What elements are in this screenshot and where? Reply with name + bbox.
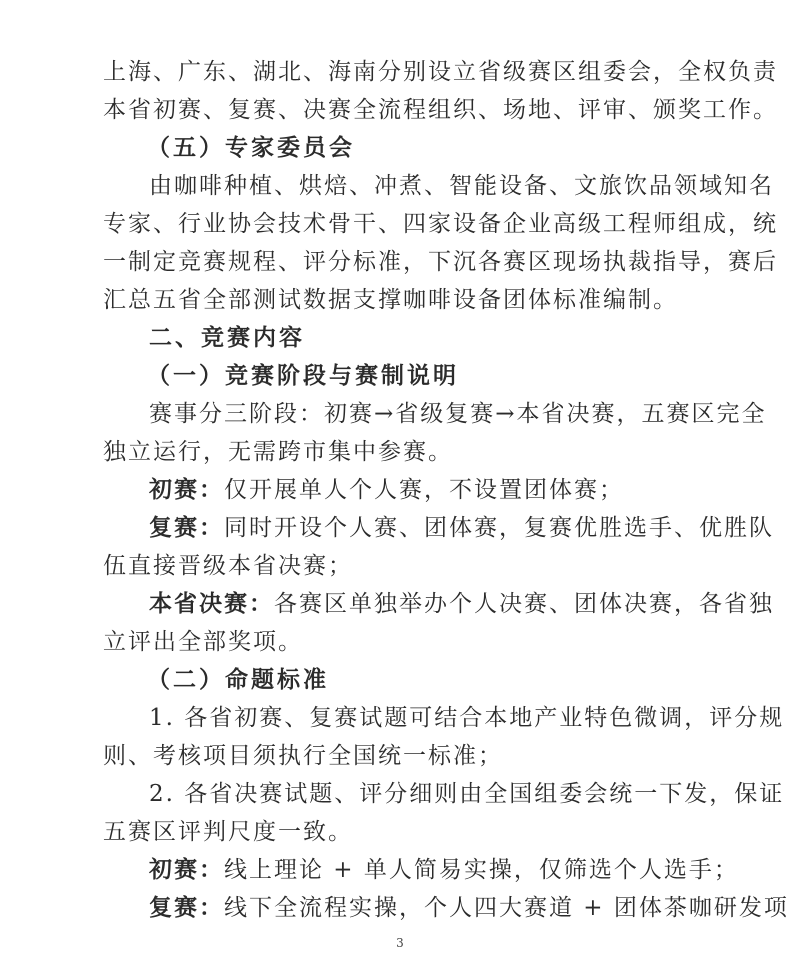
body-line: 独立运行，无需跨市集中参赛。: [103, 439, 453, 465]
body-line: [0, 585, 800, 623]
body-text: 线上理论 + 单人简易实操，仅筛选个人选手；: [224, 857, 739, 883]
body-line: 汇总五省全部测试数据支撑咖啡设备团体标准编制。: [103, 287, 678, 313]
body-line: 则、考核项目须执行全国统一标准；: [103, 743, 503, 769]
body-text: 仅开展单人个人赛，不设置团体赛；: [224, 477, 624, 503]
bold-lead-term: 初赛：: [149, 857, 224, 883]
bold-lead-term: 本省决赛：: [149, 591, 274, 617]
body-line: 本省初赛、复赛、决赛全流程组织、场地、评审、颁奖工作。: [103, 97, 778, 123]
chapter-heading: 二、竞赛内容: [149, 325, 305, 351]
section-heading: （二）命题标准: [147, 667, 329, 693]
body-line: [0, 851, 800, 889]
section-heading: （五）专家委员会: [147, 135, 355, 161]
body-line: 立评出全部奖项。: [103, 629, 303, 655]
body-text: 线下全流程实操，个人四大赛道 + 团体茶咖研发项: [224, 895, 789, 921]
body-line: 1. 各省初赛、复赛试题可结合本地产业特色微调，评分规: [149, 705, 785, 731]
body-line: [0, 509, 800, 547]
body-line: 上海、广东、湖北、海南分别设立省级赛区组委会，全权负责: [103, 59, 778, 85]
body-line: 由咖啡种植、烘焙、冲煮、智能设备、文旅饮品领域知名: [149, 173, 774, 199]
body-text: 各赛区单独举办个人决赛、团体决赛，各省独: [274, 591, 774, 617]
body-line: [0, 471, 800, 509]
body-line: 2. 各省决赛试题、评分细则由全国组委会统一下发，保证: [149, 781, 785, 807]
bold-lead-term: 复赛：: [149, 515, 224, 541]
bold-lead-term: 复赛：: [149, 895, 224, 921]
body-line: 伍直接晋级本省决赛；: [103, 553, 353, 579]
page-number: 3: [396, 936, 404, 950]
bold-lead-term: 初赛：: [149, 477, 224, 503]
body-line: [0, 889, 800, 927]
section-heading: （一）竞赛阶段与赛制说明: [147, 363, 459, 389]
body-line: 赛事分三阶段：初赛→省级复赛→本省决赛，五赛区完全: [149, 401, 767, 427]
body-line: 五赛区评判尺度一致。: [103, 819, 353, 845]
body-line: 一制定竞赛规程、评分标准，下沉各赛区现场执裁指导，赛后: [103, 249, 778, 275]
body-line: 专家、行业协会技术骨干、四家设备企业高级工程师组成，统: [103, 211, 778, 237]
body-text: 同时开设个人赛、团体赛，复赛优胜选手、优胜队: [224, 515, 774, 541]
